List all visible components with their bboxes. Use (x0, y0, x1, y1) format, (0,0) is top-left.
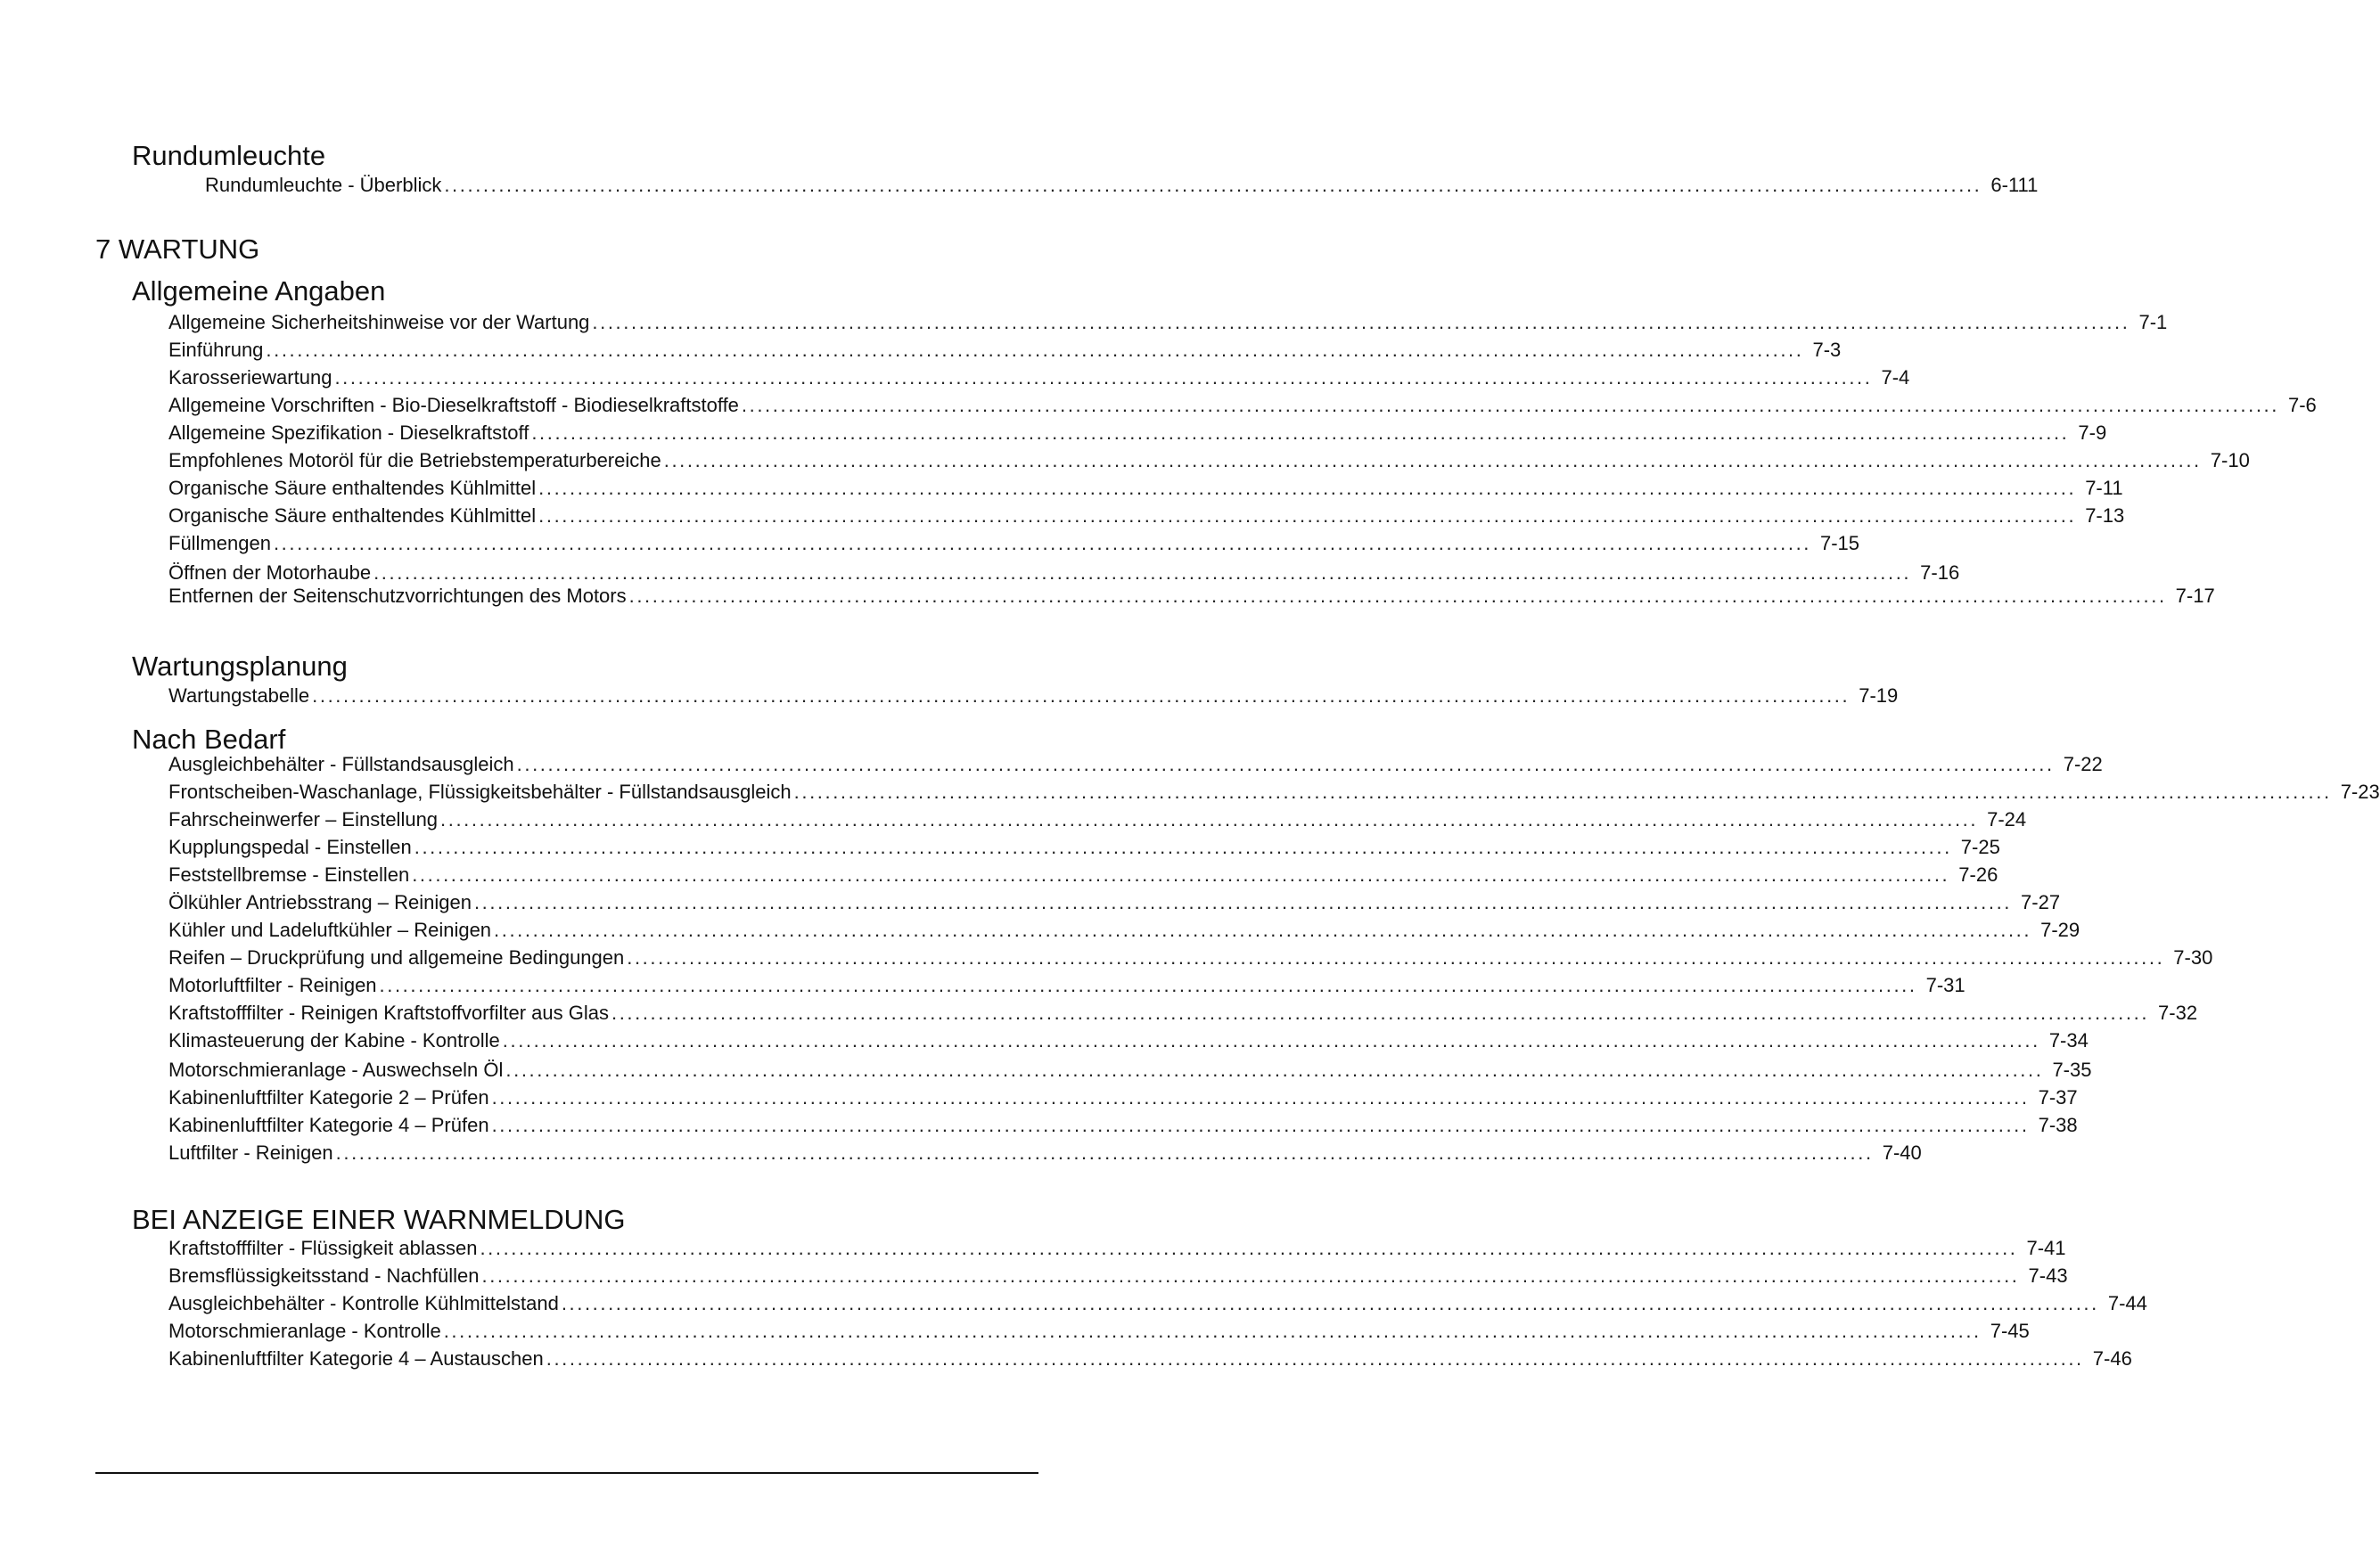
toc-entry-title: Allgemeine Vorschriften - Bio-Dieselkraftstoff - Biodieselkraftstoffe (168, 394, 739, 416)
toc-entry[interactable] (168, 1237, 2066, 1260)
footer-rule (95, 1472, 1038, 1474)
toc-entry-page: 7-16 (1920, 561, 1960, 584)
toc-leader-dots: ...................................................................................................................................................................................................... (628, 585, 2167, 607)
toc-entry-page: 7-35 (2052, 1059, 2092, 1081)
group-heading-nach-bedarf: Nach Bedarf (132, 724, 286, 755)
toc-entry-title: Reifen – Druckprüfung und allgemeine Bedingungen (168, 946, 625, 969)
toc-entry-title: Kabinenluftfilter Kategorie 4 – Prüfen (168, 1114, 489, 1136)
toc-entry-title: Kraftstofffilter - Reinigen Kraftstoffvorfilter aus Glas (168, 1002, 609, 1024)
toc-entry-page: 7-4 (1881, 366, 1910, 389)
toc-entry[interactable] (168, 946, 2213, 970)
toc-entry[interactable] (168, 1002, 2198, 1025)
toc-entry-title: Organische Säure enthaltendes Kühlmittel (168, 477, 537, 499)
toc-entry-title: Karosseriewartung (168, 366, 332, 389)
toc-entry[interactable] (168, 1142, 1922, 1165)
toc-leader-dots: ...................................................................................................................................................................................................... (491, 1114, 2030, 1136)
toc-entry[interactable] (168, 1292, 2147, 1315)
toc-entry-title: Kabinenluftfilter Kategorie 2 – Prüfen (168, 1086, 489, 1109)
toc-entry-title: Organische Säure enthaltendes Kühlmittel (168, 504, 537, 527)
toc-entry[interactable] (168, 421, 2107, 445)
toc-entry-title: Frontscheiben-Waschanlage, Flüssigkeitsbehälter - Füllstandsausgleich (168, 781, 792, 803)
toc-entry[interactable] (168, 753, 2103, 776)
toc-leader-dots: ...................................................................................................................................................................................................... (335, 1142, 1874, 1164)
toc-entry-page: 7-10 (2210, 449, 2250, 471)
toc-entry-title: Wartungstabelle (168, 684, 310, 707)
toc-entry-page: 7-17 (2175, 585, 2215, 607)
toc-leader-dots: ...................................................................................................................................................................................................... (379, 974, 1917, 996)
toc-leader-dots: ...................................................................................................................................................................................................... (538, 477, 2077, 499)
toc-entry[interactable] (168, 366, 1910, 389)
toc-entry-title: Luftfilter - Reinigen (168, 1142, 333, 1164)
toc-entry-page: 7-30 (2173, 946, 2213, 969)
toc-entry-page: 7-38 (2038, 1114, 2078, 1136)
group-heading-warnmeldung: BEI ANZEIGE EINER WARNMELDUNG (132, 1204, 626, 1235)
toc-leader-dots: ...................................................................................................................................................................................................... (481, 1264, 2020, 1287)
toc-entry[interactable] (168, 836, 2000, 859)
toc-entry[interactable] (168, 1264, 2068, 1288)
toc-entry-title: Ölkühler Antriebsstrang – Reinigen (168, 891, 472, 913)
toc-leader-dots: ...................................................................................................................................................................................................... (793, 781, 2332, 803)
toc-entry-page: 7-29 (2040, 919, 2080, 941)
toc-entry-page: 7-44 (2107, 1292, 2147, 1314)
toc-leader-dots: ...................................................................................................................................................................................................... (663, 449, 2202, 471)
toc-entry-title: Allgemeine Spezifikation - Dieselkraftstoff (168, 421, 529, 444)
toc-entry[interactable] (168, 684, 1899, 708)
toc-entry[interactable] (205, 174, 2039, 197)
toc-entry-page: 7-19 (1859, 684, 1899, 707)
toc-entry-title: Motorluftfilter - Reinigen (168, 974, 377, 996)
toc-leader-dots: ...................................................................................................................................................................................................... (561, 1292, 2099, 1314)
toc-leader-dots: ...................................................................................................................................................................................................... (473, 891, 2013, 913)
toc-leader-dots: ...................................................................................................................................................................................................... (266, 339, 1804, 361)
toc-entry[interactable] (168, 585, 2215, 608)
toc-entry-title: Bremsflüssigkeitsstand - Nachfüllen (168, 1264, 480, 1287)
toc-entry[interactable] (168, 532, 1860, 555)
toc-entry-page: 7-32 (2158, 1002, 2198, 1024)
toc-entry-title: Rundumleuchte - Überblick (205, 174, 442, 196)
toc-entry-title: Öffnen der Motorhaube (168, 561, 372, 584)
toc-leader-dots: ...................................................................................................................................................................................................... (312, 684, 1851, 707)
toc-entry-page: 7-24 (1987, 808, 2027, 831)
group-heading-allgemeine-angaben: Allgemeine Angaben (132, 275, 386, 307)
toc-leader-dots: ...................................................................................................................................................................................................... (373, 561, 1912, 584)
toc-entry[interactable] (168, 339, 1842, 362)
toc-leader-dots: ...................................................................................................................................................................................................... (491, 1086, 2030, 1109)
toc-entry[interactable] (168, 1059, 2092, 1082)
group-heading-wartungsplanung: Wartungsplanung (132, 651, 348, 682)
toc-entry[interactable] (168, 781, 2380, 804)
toc-leader-dots: ...................................................................................................................................................................................................... (592, 311, 2130, 333)
toc-entry-title: Klimasteuerung der Kabine - Kontrolle (168, 1029, 500, 1052)
toc-leader-dots: ...................................................................................................................................................................................................... (440, 808, 1979, 831)
toc-entry[interactable] (168, 891, 2061, 914)
toc-entry-title: Kabinenluftfilter Kategorie 4 – Austauschen (168, 1347, 544, 1370)
toc-entry-title: Motorschmieranlage - Auswechseln Öl (168, 1059, 504, 1081)
toc-entry-page: 7-22 (2063, 753, 2103, 775)
toc-leader-dots: ...................................................................................................................................................................................................... (505, 1059, 2044, 1081)
toc-entry-page: 7-15 (1820, 532, 1860, 554)
toc-leader-dots: ...................................................................................................................................................................................................... (502, 1029, 2040, 1052)
toc-entry-title: Ausgleichbehälter - Füllstandsausgleich (168, 753, 514, 775)
toc-entry[interactable] (168, 808, 2027, 831)
toc-entry-title: Motorschmieranlage - Kontrolle (168, 1320, 441, 1342)
chapter-title: 7 WARTUNG (95, 233, 260, 265)
toc-entry-title: Einführung (168, 339, 264, 361)
toc-entry[interactable] (168, 1086, 2078, 1109)
toc-leader-dots: ...................................................................................................................................................................................................... (443, 1320, 1982, 1342)
toc-entry-page: 7-43 (2028, 1264, 2068, 1287)
toc-entry-title: Füllmengen (168, 532, 271, 554)
toc-entry-page: 7-34 (2048, 1029, 2089, 1052)
toc-entry-page: 7-40 (1882, 1142, 1922, 1164)
toc-entry[interactable] (168, 1029, 2089, 1052)
toc-entry-page: 7-3 (1812, 339, 1842, 361)
toc-entry[interactable] (168, 311, 2168, 334)
toc-entry-page: 7-6 (2287, 394, 2317, 416)
toc-leader-dots: ...................................................................................................................................................................................................... (516, 753, 2055, 775)
section-heading-rundumleuchte: Rundumleuchte (132, 140, 326, 171)
toc-entry[interactable] (168, 1114, 2078, 1137)
toc-entry-page: 7-37 (2038, 1086, 2078, 1109)
toc-leader-dots: ...................................................................................................................................................................................................... (741, 394, 2279, 416)
toc-entry-title: Fahrscheinwerfer – Einstellung (168, 808, 439, 831)
toc-leader-dots: ...................................................................................................................................................................................................... (334, 366, 1873, 389)
toc-entry-page: 7-25 (1960, 836, 2000, 858)
toc-entry-title: Kupplungspedal - Einstellen (168, 836, 412, 858)
toc-entry-page: 7-46 (2092, 1347, 2132, 1370)
toc-entry-page: 7-11 (2085, 477, 2123, 499)
toc-entry[interactable] (168, 1347, 2132, 1371)
toc-entry-page: 7-9 (2078, 421, 2107, 444)
toc-entry[interactable] (168, 974, 1966, 997)
toc-leader-dots: ...................................................................................................................................................................................................... (444, 174, 1982, 196)
toc-leader-dots: ...................................................................................................................................................................................................... (538, 504, 2077, 527)
toc-leader-dots: ...................................................................................................................................................................................................... (480, 1237, 2018, 1259)
toc-entry[interactable] (168, 919, 2080, 942)
toc-entry-page: 7-23 (2340, 781, 2380, 803)
toc-entry[interactable] (168, 863, 1998, 887)
toc-leader-dots: ...................................................................................................................................................................................................... (273, 532, 1811, 554)
toc-entry[interactable] (168, 449, 2250, 472)
toc-entry-title: Feststellbremse - Einstellen (168, 863, 410, 886)
toc-entry[interactable] (168, 561, 1960, 585)
toc-leader-dots: ...................................................................................................................................................................................................... (414, 836, 1952, 858)
toc-entry-title: Ausgleichbehälter - Kontrolle Kühlmittelstand (168, 1292, 559, 1314)
toc-entry-title: Kühler und Ladeluftkühler – Reinigen (168, 919, 492, 941)
toc-entry-title: Entfernen der Seitenschutzvorrichtungen des Motors (168, 585, 627, 607)
toc-entry-page: 7-13 (2085, 504, 2125, 527)
toc-entry-page: 7-31 (1925, 974, 1966, 996)
toc-entry[interactable] (168, 477, 2123, 500)
toc-entry[interactable] (168, 1320, 2030, 1343)
toc-entry-page: 7-45 (1990, 1320, 2030, 1342)
toc-leader-dots: ...................................................................................................................................................................................................... (546, 1347, 2084, 1370)
toc-entry-title: Kraftstofffilter - Flüssigkeit ablassen (168, 1237, 478, 1259)
toc-leader-dots: ...................................................................................................................................................................................................... (531, 421, 2070, 444)
toc-entry-page: 7-1 (2138, 311, 2168, 333)
toc-entry-page: 7-27 (2021, 891, 2061, 913)
toc-entry-page: 6-111 (1990, 174, 2039, 196)
toc-entry[interactable] (168, 504, 2125, 528)
toc-entry-page: 7-41 (2026, 1237, 2066, 1259)
toc-entry-title: Empfohlenes Motoröl für die Betriebstemperaturbereiche (168, 449, 661, 471)
toc-leader-dots: ...................................................................................................................................................................................................... (412, 863, 1950, 886)
toc-entry[interactable] (168, 394, 2317, 417)
toc-leader-dots: ...................................................................................................................................................................................................... (494, 919, 2032, 941)
toc-entry-title: Allgemeine Sicherheitshinweise vor der Wartung (168, 311, 590, 333)
toc-entry-page: 7-26 (1958, 863, 1998, 886)
toc-leader-dots: ...................................................................................................................................................................................................... (611, 1002, 2150, 1024)
toc-leader-dots: ...................................................................................................................................................................................................... (627, 946, 2165, 969)
